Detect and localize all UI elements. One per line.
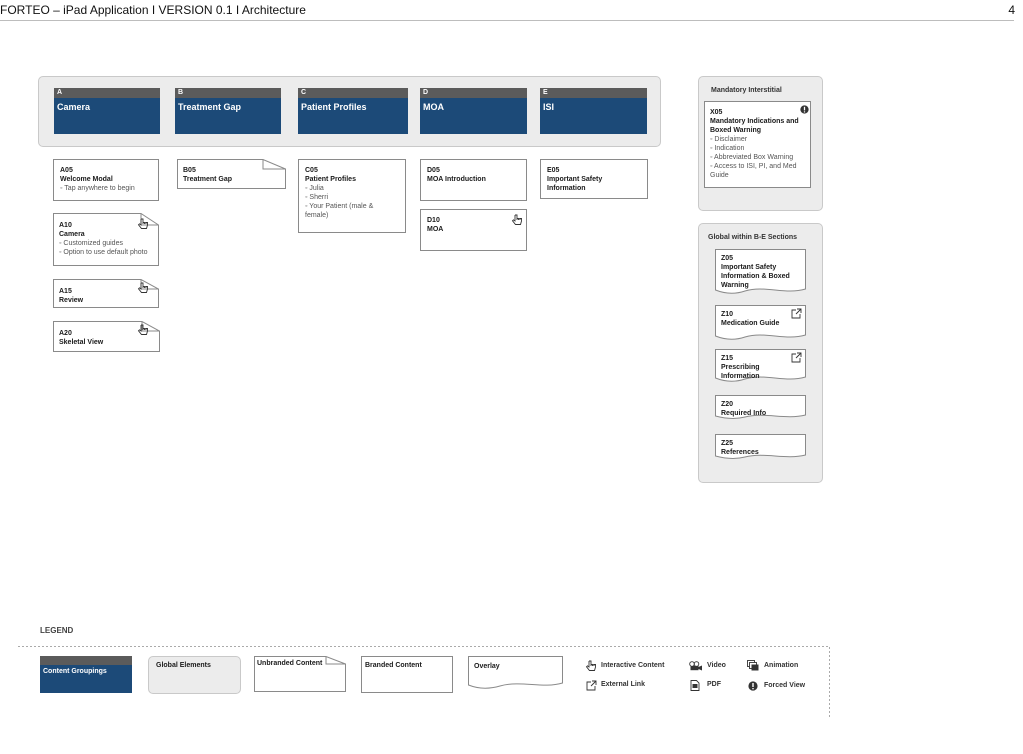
- card-b05[interactable]: [177, 159, 286, 189]
- card-name: Patient Profiles: [305, 176, 356, 183]
- legend-branded-content: [361, 656, 453, 693]
- group-tag: A: [54, 88, 160, 98]
- external-link-icon: [586, 680, 597, 691]
- card-name: Skeletal View: [59, 339, 104, 346]
- card-a15[interactable]: [53, 279, 159, 308]
- group-tag: B: [175, 88, 281, 98]
- card-bullet: ◦ Indication: [710, 145, 745, 152]
- card-name: Camera: [59, 231, 85, 238]
- group-title: Treatment Gap: [178, 102, 242, 112]
- group-c-patient-profiles[interactable]: [298, 88, 408, 134]
- interactive-hand-icon: [137, 282, 149, 294]
- global-title: Global within B-E Sections: [708, 234, 798, 241]
- card-id: Z05: [721, 255, 734, 262]
- card-name: Information: [721, 373, 760, 380]
- legend-label: Global Elements: [156, 662, 211, 669]
- legend-pdf-label: PDF: [707, 681, 721, 688]
- card-a05[interactable]: [53, 159, 159, 201]
- pdf-icon: [690, 680, 700, 691]
- card-id: Z25: [721, 440, 734, 447]
- card-id: Z15: [721, 355, 734, 362]
- card-name: Prescribing: [721, 364, 760, 371]
- card-id: E05: [547, 167, 560, 174]
- card-id: A05: [60, 167, 73, 174]
- document-header-title: FORTEO – iPad Application I VERSION 0.1 I Architecture: [0, 3, 306, 17]
- animation-icon: [747, 660, 759, 671]
- card-name: MOA Introduction: [427, 176, 486, 183]
- external-link-icon: [791, 352, 802, 363]
- card-id: D10: [427, 217, 440, 224]
- legend-label: Branded Content: [365, 662, 422, 669]
- card-name: Information & Boxed: [721, 273, 790, 280]
- legend-overlay-outline: [468, 656, 563, 690]
- legend-overlay: [468, 656, 563, 690]
- card-bullet: ◦ Customized guides: [59, 240, 123, 247]
- card-name: Required Info: [721, 410, 767, 417]
- card-id: X05: [710, 109, 723, 116]
- card-name: Medication Guide: [721, 320, 780, 327]
- card-bullet: ◦ Access to ISI, PI, and Med: [710, 163, 797, 170]
- card-z10[interactable]: [715, 305, 806, 342]
- mandatory-title: Mandatory Interstitial: [711, 87, 782, 94]
- legend-title: LEGEND: [40, 626, 74, 635]
- card-bullet: ◦ Disclaimer: [710, 136, 748, 143]
- card-bullet: female): [305, 212, 329, 219]
- card-z25[interactable]: [715, 434, 806, 460]
- card-id: Z10: [721, 311, 734, 318]
- legend-unbranded-content: [254, 656, 346, 692]
- group-b-treatment-gap[interactable]: [175, 88, 281, 134]
- group-tag: D: [420, 88, 527, 98]
- legend-forced-label: Forced View: [764, 682, 806, 689]
- page-number: 4: [1008, 3, 1015, 17]
- card-name: Treatment Gap: [183, 176, 233, 183]
- card-id: B05: [183, 167, 196, 174]
- card-c05[interactable]: [298, 159, 406, 233]
- card-z20[interactable]: [715, 395, 806, 420]
- legend-interactive-label: Interactive Content: [601, 662, 665, 669]
- group-a-camera[interactable]: [54, 88, 160, 134]
- card-id: D05: [427, 167, 440, 174]
- card-x05[interactable]: [704, 101, 811, 188]
- card-a20[interactable]: [53, 321, 160, 352]
- group-title: ISI: [543, 102, 555, 112]
- card-id: A15: [59, 288, 72, 295]
- legend-content-groupings: [40, 656, 132, 693]
- group-title: Camera: [57, 102, 91, 112]
- header-rule: [0, 20, 1014, 21]
- group-tag: C: [298, 88, 408, 98]
- legend-label: Content Groupings: [43, 668, 107, 675]
- card-bullet: ◦ Sherri: [305, 194, 329, 201]
- card-z05[interactable]: [715, 249, 806, 296]
- card-name: Review: [59, 297, 84, 304]
- card-name: References: [721, 449, 759, 456]
- card-name-line2: Boxed Warning: [710, 127, 762, 134]
- interactive-hand-icon: [511, 214, 523, 226]
- legend-animation-label: Animation: [764, 662, 799, 669]
- forced-view-icon: [800, 105, 809, 114]
- legend-group-tag: [40, 656, 132, 665]
- legend-global-elements: [148, 656, 241, 694]
- card-id: A10: [59, 222, 72, 229]
- group-tag: E: [540, 88, 647, 98]
- card-bullet: ◦ Julia: [305, 185, 324, 192]
- card-id: C05: [305, 167, 318, 174]
- legend-external-label: External Link: [601, 681, 645, 688]
- legend-video-label: Video: [707, 662, 726, 669]
- card-z15[interactable]: [715, 349, 806, 384]
- interactive-hand-icon: [585, 660, 597, 672]
- group-e-isi[interactable]: [540, 88, 647, 134]
- card-name: Mandatory Indications and: [710, 118, 799, 125]
- card-bullet: ◦ Abbreviated Box Warning: [710, 154, 794, 161]
- external-link-icon: [791, 308, 802, 319]
- card-bullet: ◦ Your Patient (male &: [305, 203, 374, 210]
- card-e05[interactable]: [540, 159, 648, 199]
- legend-label: Unbranded Content: [257, 660, 323, 667]
- video-icon: [689, 661, 703, 671]
- legend-label: Overlay: [474, 663, 500, 670]
- card-bullet: ◦ Tap anywhere to begin: [60, 185, 135, 192]
- card-a10[interactable]: [53, 213, 159, 266]
- interactive-hand-icon: [137, 324, 149, 336]
- card-name: Important Safety: [721, 264, 777, 271]
- group-title: MOA: [423, 102, 444, 112]
- group-title: Patient Profiles: [301, 102, 367, 112]
- card-name: Important Safety: [547, 176, 603, 183]
- card-bullet: ◦ Option to use default photo: [59, 249, 148, 256]
- card-bullet: Guide: [710, 172, 729, 179]
- card-name: MOA: [427, 226, 444, 233]
- group-d-moa[interactable]: [420, 88, 527, 134]
- card-name: Welcome Modal: [60, 176, 113, 183]
- card-id: A20: [59, 330, 72, 337]
- card-id: Z20: [721, 401, 734, 408]
- card-name: Warning: [721, 282, 749, 289]
- card-d10[interactable]: [420, 209, 527, 251]
- card-d05[interactable]: [420, 159, 527, 201]
- forced-view-icon: [748, 681, 758, 691]
- card-name-line2: Information: [547, 185, 586, 192]
